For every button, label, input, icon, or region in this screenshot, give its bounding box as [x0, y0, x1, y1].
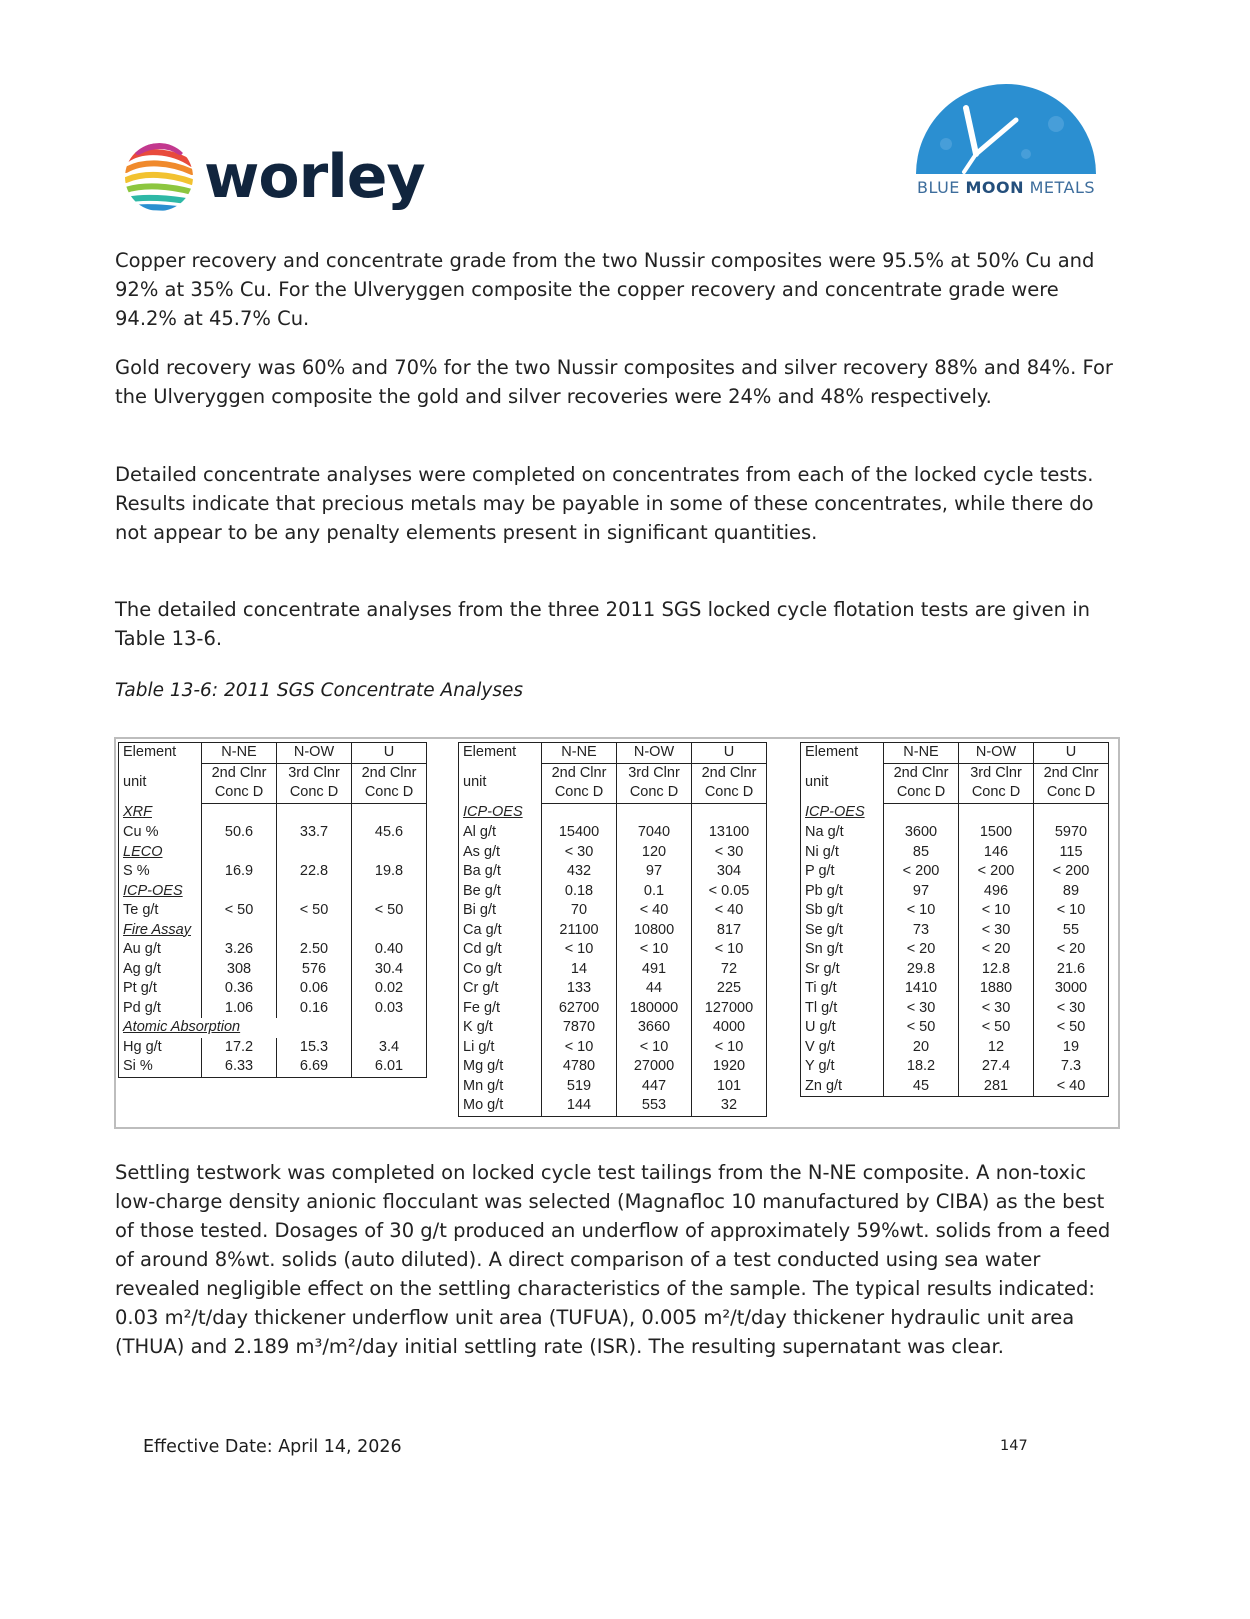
- row-value: 14: [542, 960, 617, 980]
- header-col-nne: N-NE: [202, 743, 277, 764]
- table-row: Si % 6.33 6.69 6.01: [119, 1057, 427, 1077]
- row-value: < 10: [884, 901, 959, 921]
- analysis-table-1: [118, 742, 427, 1078]
- row-value: < 200: [884, 862, 959, 882]
- row-value: < 50: [959, 1018, 1034, 1038]
- row-value: 3000: [1034, 979, 1109, 999]
- row-value: < 30: [884, 999, 959, 1019]
- analysis-table-2: [458, 742, 767, 1117]
- section-leco: LECO: [119, 843, 202, 863]
- table-row: [459, 901, 767, 921]
- table-row: [801, 940, 1109, 960]
- row-value: < 40: [692, 901, 767, 921]
- row-value: < 10: [1034, 901, 1109, 921]
- paragraph-settling-testwork: Settling testwork was completed on locked cycle test tailings from the N-NE composite. A non-toxic low-charge density anionic flocculant was selected (Magnafloc 10 manufactured by CIBA) as the best of those tested. Dosages of 30 g/t produced an underflow of approximately 59%wt. solids from a feed of around 8%wt. solids (auto diluted). A direct comparison of a test conducted using sea water revealed negligible effect on the settling characteristics of the sample. The typical results indicated: 0.03 m²/t/day thickener underflow unit area (TUFUA), 0.005 m²/t/day thickener hydraulic unit area (THUA) and 2.189 m³/m²/day initial settling rate (ISR). The resulting supernatant was clear.: [115, 1161, 1111, 1358]
- header-sub: Conc D: [617, 783, 692, 803]
- header-sub: Conc D: [692, 783, 767, 803]
- table-row: [459, 921, 767, 941]
- row-value: < 30: [692, 843, 767, 863]
- row-value: 19: [1034, 1038, 1109, 1058]
- row-label: V g/t: [801, 1038, 884, 1058]
- row-value: < 40: [617, 901, 692, 921]
- table-row: [459, 843, 767, 863]
- paragraph-copper-recovery: Copper recovery and concentrate grade from the two Nussir composites were 95.5% at 50% Cu and 92% at 35% Cu. For the Ulveryggen composite the copper recovery and concentrate grade were 94.2% at 45.7% Cu.: [115, 249, 1095, 330]
- row-value: 10800: [617, 921, 692, 941]
- header-unit: unit: [459, 763, 542, 803]
- table-row: [801, 1057, 1109, 1077]
- row-value: 97: [884, 882, 959, 902]
- row-label: Tl g/t: [801, 999, 884, 1019]
- row-value: 1410: [884, 979, 959, 999]
- table-row: Cu % 50.6 33.7 45.6: [119, 823, 427, 843]
- table-row: [801, 960, 1109, 980]
- row-value: 519: [542, 1077, 617, 1097]
- row-value: < 50: [884, 1018, 959, 1038]
- row-value: 7040: [617, 823, 692, 843]
- paragraph-gold-recovery: Gold recovery was 60% and 70% for the two Nussir composites and silver recovery 88% and 84%. For the Ulveryggen composite the gold and silver recoveries were 24% and 48% respectively.: [115, 356, 1113, 408]
- row-label: U g/t: [801, 1018, 884, 1038]
- footer-effective-date: Effective Date: April 14, 2026: [143, 1437, 402, 1457]
- row-value: 281: [959, 1077, 1034, 1097]
- analysis-table-3: [800, 742, 1109, 1097]
- row-value: 1920: [692, 1057, 767, 1077]
- table-row: [459, 979, 767, 999]
- row-value: 73: [884, 921, 959, 941]
- row-value: 89: [1034, 882, 1109, 902]
- table-row: [459, 862, 767, 882]
- row-value: < 10: [617, 940, 692, 960]
- row-value: 27000: [617, 1057, 692, 1077]
- row-value: 72: [692, 960, 767, 980]
- worley-swirl-icon: [122, 140, 196, 214]
- row-value: 447: [617, 1077, 692, 1097]
- header-sub: 3rd Clnr: [617, 763, 692, 783]
- table-row: [801, 999, 1109, 1019]
- paragraph-table-reference: The detailed concentrate analyses from the three 2011 SGS locked cycle flotation tests are given in Table 13-6.: [115, 598, 1090, 650]
- header-sub: 3rd Clnr: [959, 763, 1034, 783]
- header-element: Element: [119, 743, 202, 764]
- row-value: 3660: [617, 1018, 692, 1038]
- row-value: 1500: [959, 823, 1034, 843]
- header-unit: unit: [801, 763, 884, 803]
- row-value: 15400: [542, 823, 617, 843]
- row-value: < 30: [1034, 999, 1109, 1019]
- header-col-nne: N-NE: [542, 743, 617, 764]
- section-atomic-absorption: Atomic Absorption: [119, 1018, 277, 1038]
- section-icp-oes: ICP-OES: [459, 803, 542, 823]
- row-value: < 0.05: [692, 882, 767, 902]
- header-sub: 2nd Clnr: [542, 763, 617, 783]
- row-value: 432: [542, 862, 617, 882]
- header-col-now: N-OW: [277, 743, 352, 764]
- table-row: [459, 1057, 767, 1077]
- row-value: 817: [692, 921, 767, 941]
- row-value: 7870: [542, 1018, 617, 1038]
- row-value: 45: [884, 1077, 959, 1097]
- row-label: Be g/t: [459, 882, 542, 902]
- header-element: Element: [459, 743, 542, 764]
- row-value: 146: [959, 843, 1034, 863]
- table-row: [801, 1018, 1109, 1038]
- table-caption: Table 13-6: 2011 SGS Concentrate Analyses: [115, 680, 524, 701]
- row-value: < 20: [1034, 940, 1109, 960]
- row-value: 225: [692, 979, 767, 999]
- table-row: Pt g/t 0.36 0.06 0.02: [119, 979, 427, 999]
- row-label: Zn g/t: [801, 1077, 884, 1097]
- row-label: Mg g/t: [459, 1057, 542, 1077]
- table-row: Te g/t < 50 < 50 < 50: [119, 901, 427, 921]
- row-value: < 200: [1034, 862, 1109, 882]
- header-col-u: U: [1034, 743, 1109, 764]
- row-value: < 30: [542, 843, 617, 863]
- row-label: As g/t: [459, 843, 542, 863]
- section-icp-oes: ICP-OES: [801, 803, 884, 823]
- row-value: 97: [617, 862, 692, 882]
- row-value: 0.18: [542, 882, 617, 902]
- row-value: < 10: [692, 940, 767, 960]
- row-value: 553: [617, 1096, 692, 1116]
- worley-logo: [122, 132, 442, 222]
- row-value: 70: [542, 901, 617, 921]
- row-value: 0.1: [617, 882, 692, 902]
- row-label: Y g/t: [801, 1057, 884, 1077]
- row-value: 12: [959, 1038, 1034, 1058]
- row-value: 21100: [542, 921, 617, 941]
- row-value: 21.6: [1034, 960, 1109, 980]
- row-value: 101: [692, 1077, 767, 1097]
- row-value: 180000: [617, 999, 692, 1019]
- table-row: [801, 921, 1109, 941]
- table-row: [459, 1018, 767, 1038]
- table-row: [459, 882, 767, 902]
- table-row: [459, 999, 767, 1019]
- row-value: 4780: [542, 1057, 617, 1077]
- row-value: < 50: [1034, 1018, 1109, 1038]
- row-value: < 10: [617, 1038, 692, 1058]
- row-value: 62700: [542, 999, 617, 1019]
- row-value: 13100: [692, 823, 767, 843]
- section-fire-assay: Fire Assay: [119, 921, 202, 941]
- row-value: 4000: [692, 1018, 767, 1038]
- row-label: P g/t: [801, 862, 884, 882]
- row-label: Mo g/t: [459, 1096, 542, 1116]
- header-sub: Conc D: [1034, 783, 1109, 803]
- row-value: 12.8: [959, 960, 1034, 980]
- section-icp-oes: ICP-OES: [119, 882, 202, 902]
- row-value: 7.3: [1034, 1057, 1109, 1077]
- row-value: 20: [884, 1038, 959, 1058]
- header-sub: Conc D: [884, 783, 959, 803]
- header-sub: Conc D: [352, 783, 427, 803]
- worley-wordmark: worley: [204, 142, 425, 212]
- row-value: 1880: [959, 979, 1034, 999]
- header-col-now: N-OW: [617, 743, 692, 764]
- row-value: < 10: [692, 1038, 767, 1058]
- table-row: [459, 1038, 767, 1058]
- footer-page-number: 147: [1000, 1438, 1028, 1454]
- table-row: [459, 960, 767, 980]
- row-value: 144: [542, 1096, 617, 1116]
- table-row: [459, 1096, 767, 1116]
- row-label: Ti g/t: [801, 979, 884, 999]
- table-row: [801, 901, 1109, 921]
- table-row: Au g/t 3.26 2.50 0.40: [119, 940, 427, 960]
- row-label: Li g/t: [459, 1038, 542, 1058]
- header-sub: 2nd Clnr: [202, 763, 277, 783]
- row-value: < 10: [959, 901, 1034, 921]
- row-label: Pb g/t: [801, 882, 884, 902]
- header-col-now: N-OW: [959, 743, 1034, 764]
- row-label: Co g/t: [459, 960, 542, 980]
- row-value: 3600: [884, 823, 959, 843]
- row-value: < 20: [884, 940, 959, 960]
- table-row: [801, 823, 1109, 843]
- row-value: 5970: [1034, 823, 1109, 843]
- row-label: Sn g/t: [801, 940, 884, 960]
- table-row: Hg g/t 17.2 15.3 3.4: [119, 1038, 427, 1058]
- row-value: 55: [1034, 921, 1109, 941]
- row-value: 304: [692, 862, 767, 882]
- row-value: 27.4: [959, 1057, 1034, 1077]
- row-label: Cr g/t: [459, 979, 542, 999]
- header-sub: Conc D: [202, 783, 277, 803]
- row-value: 133: [542, 979, 617, 999]
- row-value: < 30: [959, 921, 1034, 941]
- table-row: [801, 979, 1109, 999]
- row-value: 85: [884, 843, 959, 863]
- row-label: Se g/t: [801, 921, 884, 941]
- moon-clock-icon: [906, 74, 1106, 178]
- row-label: Sb g/t: [801, 901, 884, 921]
- header-sub: Conc D: [959, 783, 1034, 803]
- header-sub: 2nd Clnr: [1034, 763, 1109, 783]
- table-row: Ag g/t 308 576 30.4: [119, 960, 427, 980]
- row-value: < 30: [959, 999, 1034, 1019]
- row-value: 32: [692, 1096, 767, 1116]
- blue-moon-metals-logo: [906, 74, 1106, 204]
- header-sub: 2nd Clnr: [884, 763, 959, 783]
- row-label: Ni g/t: [801, 843, 884, 863]
- header-sub: Conc D: [277, 783, 352, 803]
- header-sub: Conc D: [542, 783, 617, 803]
- row-label: K g/t: [459, 1018, 542, 1038]
- table-row: [459, 823, 767, 843]
- row-label: Mn g/t: [459, 1077, 542, 1097]
- header-col-u: U: [692, 743, 767, 764]
- row-label: Ca g/t: [459, 921, 542, 941]
- row-value: 115: [1034, 843, 1109, 863]
- table-row: Pd g/t 1.06 0.16 0.03: [119, 999, 427, 1019]
- header-element: Element: [801, 743, 884, 764]
- blue-moon-metals-wordmark: BLUE MOON METALS: [916, 178, 1096, 197]
- table-row: [801, 843, 1109, 863]
- row-value: 120: [617, 843, 692, 863]
- header-unit: unit: [119, 763, 202, 803]
- table-row: [801, 1077, 1109, 1097]
- row-value: < 10: [542, 1038, 617, 1058]
- row-label: Al g/t: [459, 823, 542, 843]
- row-value: 44: [617, 979, 692, 999]
- header-col-nne: N-NE: [884, 743, 959, 764]
- row-label: Fe g/t: [459, 999, 542, 1019]
- paragraph-concentrate-analyses: Detailed concentrate analyses were completed on concentrates from each of the locked cycle tests. Results indicate that precious metals may be payable in some of these concentrates, while there do not appear to be any penalty elements present in significant quantities.: [115, 463, 1094, 544]
- row-value: < 10: [542, 940, 617, 960]
- row-value: 18.2: [884, 1057, 959, 1077]
- section-xrf: XRF: [119, 803, 202, 823]
- header-col-u: U: [352, 743, 427, 764]
- row-label: Cd g/t: [459, 940, 542, 960]
- header-sub: 2nd Clnr: [692, 763, 767, 783]
- row-value: < 20: [959, 940, 1034, 960]
- header-sub: 3rd Clnr: [277, 763, 352, 783]
- row-value: < 40: [1034, 1077, 1109, 1097]
- row-label: Na g/t: [801, 823, 884, 843]
- row-label: Sr g/t: [801, 960, 884, 980]
- table-row: [459, 940, 767, 960]
- row-value: 491: [617, 960, 692, 980]
- row-value: 496: [959, 882, 1034, 902]
- table-row: [801, 882, 1109, 902]
- table-row: [801, 1038, 1109, 1058]
- row-label: Ba g/t: [459, 862, 542, 882]
- table-row: [459, 1077, 767, 1097]
- table-row: S % 16.9 22.8 19.8: [119, 862, 427, 882]
- row-label: Bi g/t: [459, 901, 542, 921]
- row-value: 127000: [692, 999, 767, 1019]
- table-row: [801, 862, 1109, 882]
- row-value: < 200: [959, 862, 1034, 882]
- header-sub: 2nd Clnr: [352, 763, 427, 783]
- row-value: 29.8: [884, 960, 959, 980]
